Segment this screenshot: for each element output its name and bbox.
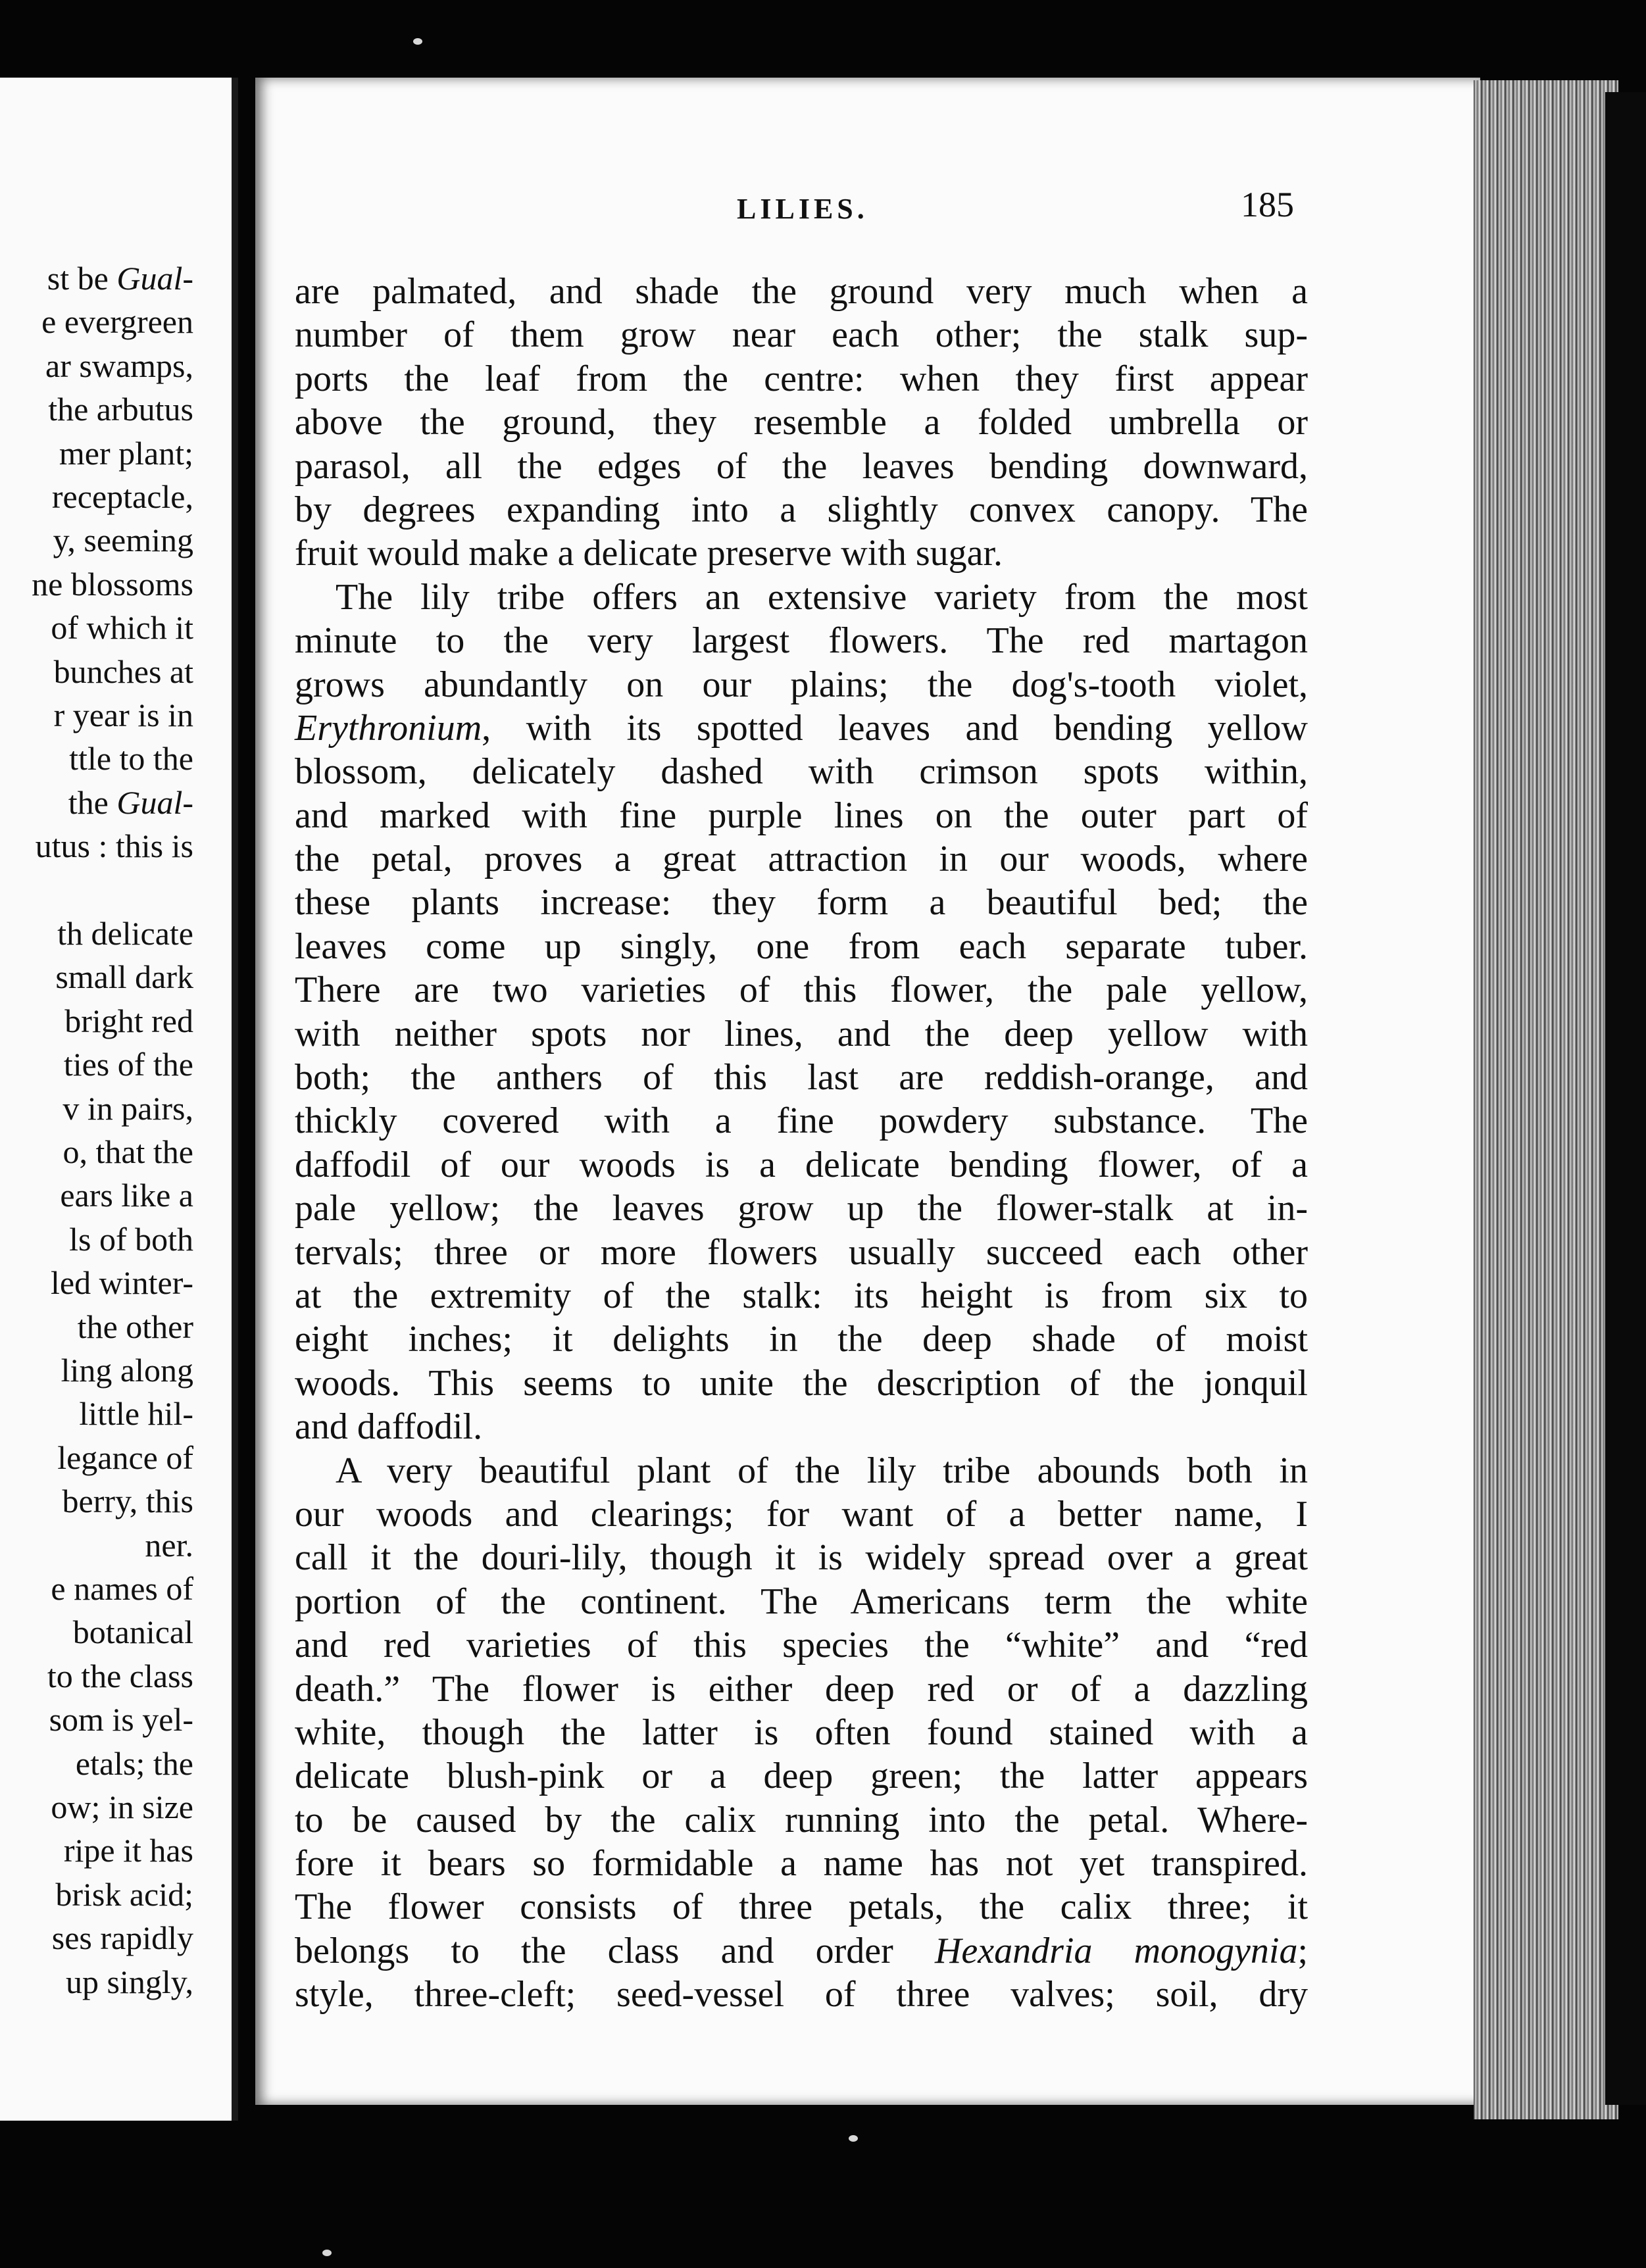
facing-page-line: ar swamps,	[45, 347, 193, 384]
facing-page-line: receptacle,	[51, 478, 193, 515]
text-line: by degrees expanding into a slightly convex canopy. The	[295, 489, 1308, 530]
facing-page-line: small dark	[55, 958, 193, 996]
facing-page-line: led winter-	[51, 1264, 193, 1302]
text-line: A very beautiful plant of the lily tribe abounds both in	[336, 1450, 1308, 1491]
facing-page-line: up singly,	[66, 1963, 193, 2000]
text-line: fruit would make a delicate preserve with sugar.	[295, 533, 1003, 574]
facing-page-line: berry, this	[62, 1483, 193, 1520]
facing-page-line: utus : this is	[35, 827, 193, 865]
page-edges-shadow	[1605, 92, 1646, 2105]
text-line: style, three-cleft; seed-vessel of three valves; soil, dry	[295, 1974, 1308, 2015]
facing-page-line: ow; in size	[51, 1788, 193, 1825]
text-line: our woods and clearings; for want of a better name, I	[295, 1493, 1308, 1535]
facing-page-line: y, seeming	[53, 522, 193, 559]
text-line: are palmated, and shade the ground very much when a	[295, 271, 1308, 312]
facing-page-line: botanical	[72, 1614, 193, 1651]
italic-term: Gual-	[116, 783, 193, 821]
facing-page-line: r year is in	[53, 697, 193, 733]
facing-page-line: bunches at	[53, 653, 193, 690]
text-line: these plants increase: they form a beautiful bed; the	[295, 882, 1308, 924]
facing-page-line: st be Gual-	[47, 260, 193, 297]
text-line: number of them grow near each other; the stalk sup-	[295, 314, 1308, 356]
facing-page-line: ls of both	[69, 1220, 193, 1258]
facing-page-line: the arbutus	[48, 391, 193, 428]
text-line: parasol, all the edges of the leaves bending downward,	[295, 445, 1308, 487]
facing-page-line: ears like a	[60, 1177, 193, 1214]
text-line: daffodil of our woods is a delicate bending flower, of a	[295, 1144, 1308, 1185]
facing-page-line: to the class	[47, 1657, 193, 1694]
text-line: tervals; three or more flowers usually succeed each other	[295, 1231, 1308, 1273]
text-line: eight inches; it delights in the deep shade of moist	[295, 1319, 1308, 1360]
facing-page-line: ling along	[61, 1352, 193, 1389]
text-line: leaves come up singly, one from each separate tuber.	[295, 925, 1308, 967]
facing-page-line: som is yel-	[49, 1701, 193, 1738]
text-line: minute to the very largest flowers. The red martagon	[295, 620, 1308, 662]
page-edges	[1474, 80, 1618, 2119]
facing-page-line: ner.	[145, 1526, 193, 1564]
italic-term: Gual-	[116, 260, 193, 297]
text-line: grows abundantly on our plains; the dog's-tooth violet,	[295, 664, 1308, 705]
italic-term: Erythronium	[295, 707, 482, 749]
facing-page-line: e evergreen	[41, 303, 193, 341]
page-number: 185	[1241, 185, 1294, 224]
facing-page-line: o, that the	[62, 1133, 193, 1170]
facing-page-line: the Gual-	[68, 783, 193, 821]
running-head: LILIES.	[737, 193, 868, 225]
text-line: and marked with fine purple lines on the outer part of	[295, 795, 1308, 836]
facing-page-line: th delicate	[57, 915, 193, 952]
text-line: The flower consists of three petals, the calix three; it	[295, 1886, 1308, 1928]
text-line: with neither spots nor lines, and the deep yellow with	[295, 1013, 1308, 1054]
facing-page-line: of which it	[51, 609, 193, 647]
text-line: and daffodil.	[295, 1406, 483, 1448]
facing-page-line: bright red	[64, 1002, 193, 1039]
text-line: call it the douri-lily, though it is widely spread over a great	[295, 1537, 1308, 1579]
text-line: and red varieties of this species the “white” and “red	[295, 1625, 1308, 1666]
facing-page-line: ttle to the	[69, 740, 193, 777]
text-line: ports the leaf from the centre: when they first appear	[295, 358, 1308, 399]
text-line: thickly covered with a fine powdery substance. The	[295, 1100, 1308, 1142]
text-line: portion of the continent. The Americans term the white	[295, 1581, 1308, 1622]
dust-speck	[849, 2135, 858, 2142]
facing-page-line: v in pairs,	[62, 1089, 193, 1127]
text-line: above the ground, they resemble a folded umbrella or	[295, 402, 1308, 443]
text-line: There are two varieties of this flower, the pale yellow,	[295, 970, 1308, 1011]
facing-page-line: ne blossoms	[32, 565, 193, 603]
body-text	[295, 270, 1308, 2017]
text-line: blossom, delicately dashed with crimson spots within,	[295, 751, 1308, 793]
text-line: pale yellow; the leaves grow up the flower-stalk at in-	[295, 1188, 1308, 1229]
text-line: fore it bears so formidable a name has not yet transpired.	[295, 1843, 1308, 1885]
text-line: delicate blush-pink or a deep green; the latter appears	[295, 1756, 1308, 1797]
facing-page-line: ses rapidly	[51, 1919, 193, 1957]
italic-term: Hexandria monogynia	[934, 1930, 1298, 1971]
text-line: at the extremity of the stalk: its height is from six to	[295, 1275, 1308, 1316]
dust-speck	[413, 38, 422, 45]
facing-page-line: ripe it has	[63, 1832, 193, 1869]
text-line: The lily tribe offers an extensive variety from the most	[336, 576, 1308, 618]
facing-page-left	[0, 78, 238, 2121]
text-line: woods. This seems to unite the description of the jonquil	[295, 1362, 1308, 1404]
text-line: Erythronium, with its spotted leaves and bending yellow	[295, 707, 1308, 749]
text-line: death.” The flower is either deep red or of a dazzling	[295, 1668, 1308, 1710]
text-line: belongs to the class and order Hexandria monogynia;	[295, 1930, 1309, 1971]
facing-page-line: ties of the	[63, 1046, 193, 1083]
facing-page-line: e names of	[51, 1570, 193, 1607]
text-line: to be caused by the calix running into the petal. Where-	[295, 1799, 1308, 1840]
facing-page-line: mer plant;	[59, 434, 193, 472]
facing-page-line: etals; the	[75, 1744, 193, 1782]
facing-page-line: legance of	[57, 1439, 193, 1476]
facing-page-line: brisk acid;	[55, 1875, 193, 1913]
dust-speck	[322, 2250, 332, 2256]
text-line: white, though the latter is often found stained with a	[295, 1712, 1308, 1753]
text-line: both; the anthers of this last are reddish-orange, and	[295, 1057, 1308, 1098]
text-line: the petal, proves a great attraction in our woods, where	[295, 839, 1308, 880]
facing-page-line: the other	[77, 1308, 193, 1345]
facing-page-line: little hil-	[79, 1395, 193, 1433]
